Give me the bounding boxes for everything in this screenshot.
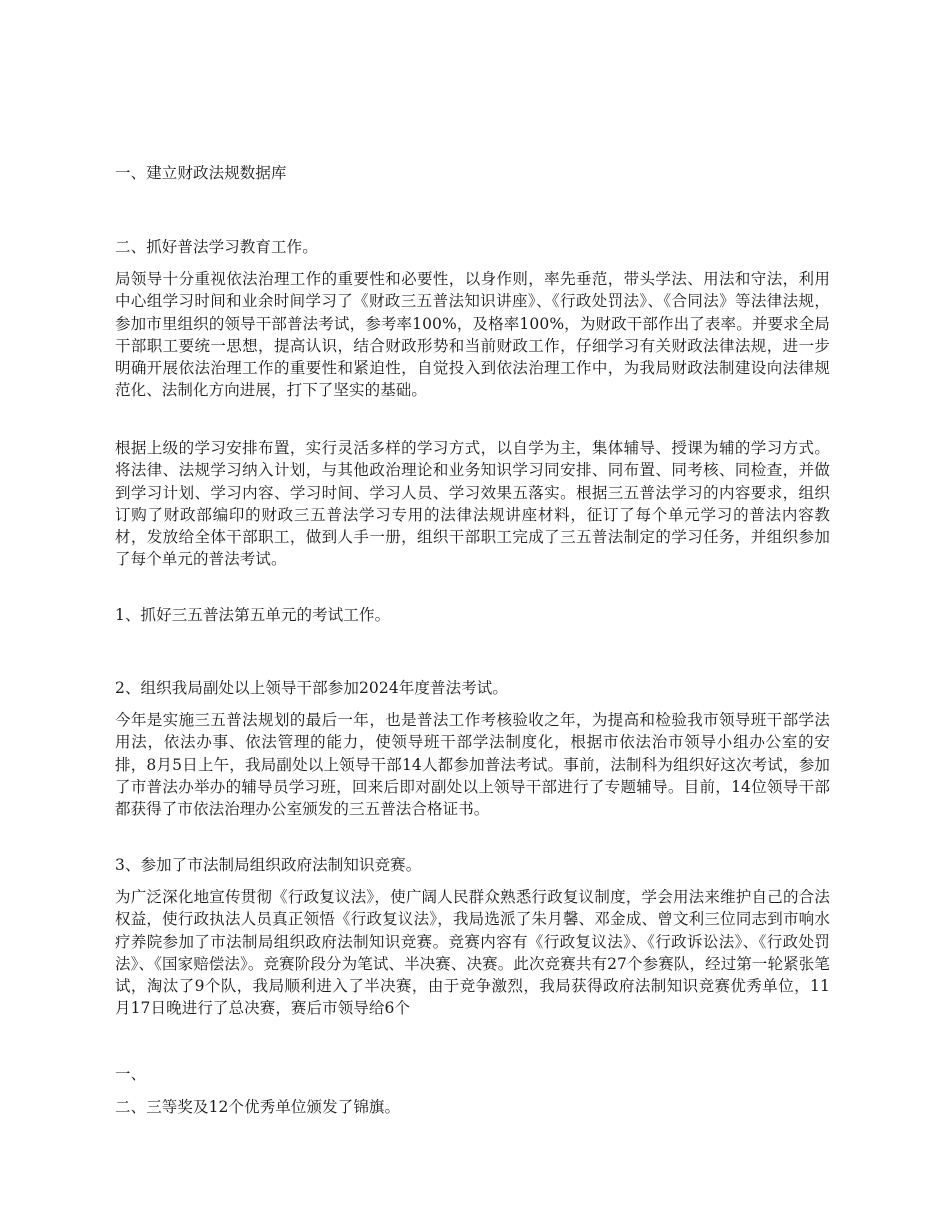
item-1: 1、抓好三五普法第五单元的考试工作。: [115, 606, 391, 624]
item-3: 3、参加了市法制局组织政府法制知识竞赛。: [115, 856, 422, 874]
paragraph-3: 今年是实施三五普法规划的最后一年，也是普法工作考核验收之年，为提高和检验我市领导班干部学法用法，依法办事、依法管理的能力，使领导班干部学法制度化，根据市依法治市领导小组办公室的安排，8月5日上午，我局副处以上领导干部14人都参加普法考试。事前，法制科为组织好这次考试，参加了市普法办举办的辅导员学习班，回来后即对副处以上领导干部进行了专题辅导。目前，14位领导干部都获得了市依法治理办公室颁发的三五普法合格证书。: [115, 711, 830, 819]
item-2: 2、组织我局副处以上领导干部参加2024年度普法考试。: [115, 679, 509, 697]
paragraph-4: 为广泛深化地宣传贯彻《行政复议法》，使广阔人民群众熟悉行政复议制度，学会用法来维护自己的合法权益，使行政执法人员真正领悟《行政复议法》，我局选派了朱月馨、邓金成、曾文利三位同志到市响水疗养院参加了市法制局组织政府法制知识竞赛。竞赛内容有《行政复议法》、《行政诉讼法》、《行政处罚法》、《国家赔偿法》。竞赛阶段分为笔试、半决赛、决赛。此次竞赛共有27个参赛队，经过第一轮紧张笔试，淘汰了9个队，我局顺利进入了半决赛，由于竞争激烈，我局获得政府法制知识竞赛优秀单位，11月17日晚进行了总决赛，赛后市领导给6个: [115, 888, 830, 1018]
paragraph-2: 根据上级的学习安排布置，实行灵活多样的学习方式，以自学为主，集体辅导、授课为辅的学习方式。将法律、法规学习纳入计划，与其他政治理论和业务知识学习同安排、同布置、同考核、同检查，并做到学习计划、学习内容、学习时间、学习人员、学习效果五落实。根据三五普法学习的内容要求，组织订购了财政部编印的财政三五普法学习专用的法律法规讲座材料，征订了每个单元学习的普法内容教材，发放给全体干部职工，做到人手一册，组织干部职工完成了三五普法制定的学习任务，并组织参加了每个单元的普法考试。: [115, 439, 830, 569]
heading-1: 一、建立财政法规数据库: [115, 164, 287, 182]
heading-2: 二、抓好普法学习教育工作。: [115, 238, 318, 256]
paragraph-1: 局领导十分重视依法治理工作的重要性和必要性，以身作则，率先垂范，带头学法、用法和守法，利用中心组学习时间和业余时间学习了《财政三五普法知识讲座》、《行政处罚法》、《合同法》等法律法规，参加市里组织的领导干部普法考试，参考率100%，及格率100%，为财政干部作出了表率。并要求全局干部职工要统一思想，提高认识，结合财政形势和当前财政工作，仔细学习有关财政法律法规，进一步明确开展依法治理工作的重要性和紧迫性，自觉投入到依法治理工作中，为我局财政法制建设向法律规范化、法制化方向进展，打下了坚实的基础。: [115, 270, 830, 400]
line-short: 一、: [115, 1065, 147, 1083]
line-last: 二、三等奖及12个优秀单位颁发了锦旗。: [115, 1098, 401, 1116]
